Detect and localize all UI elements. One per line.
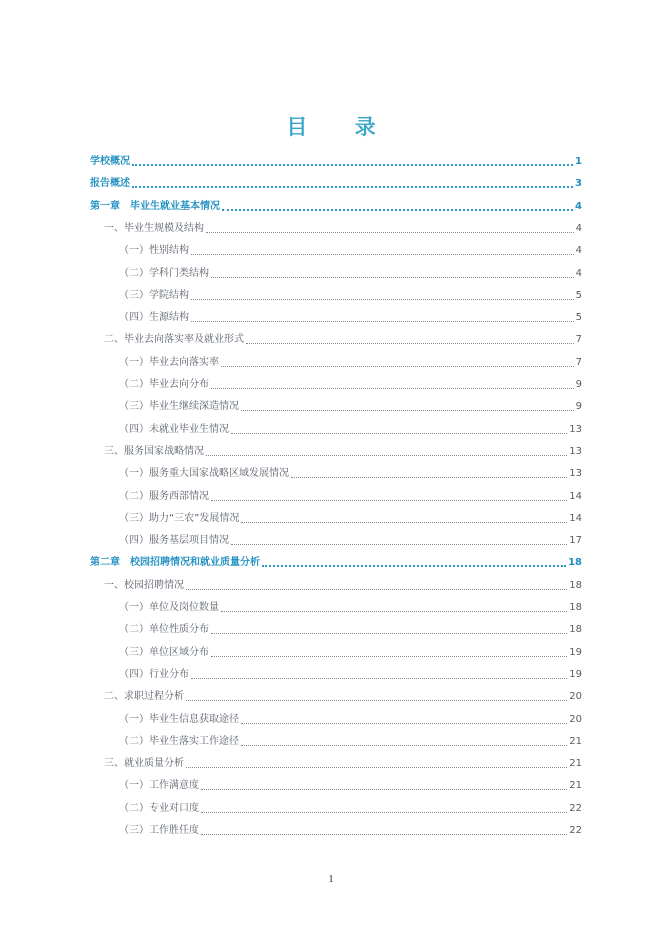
page-number: 1 <box>328 873 334 885</box>
toc-entry[interactable] <box>119 466 582 482</box>
dot-leader <box>241 744 567 746</box>
dot-leader <box>211 632 567 634</box>
toc-entry-page: 18 <box>569 602 582 613</box>
dot-leader <box>191 253 574 255</box>
toc-entry-page: 19 <box>569 668 582 680</box>
toc-entry[interactable] <box>119 600 582 616</box>
toc-entry-page: 20 <box>569 691 582 703</box>
dot-leader <box>211 276 574 278</box>
dot-leader <box>221 365 574 367</box>
toc-entry-label: （三）学院结构 <box>119 289 189 301</box>
dot-leader <box>241 409 574 411</box>
toc-entry-page: 18 <box>569 624 582 636</box>
dot-leader <box>191 298 574 300</box>
toc-entry-label: 一、毕业生规模及结构 <box>104 222 204 234</box>
toc-entry[interactable] <box>90 555 582 571</box>
dot-leader <box>291 476 567 478</box>
toc-entry[interactable] <box>119 399 582 415</box>
toc-entry-label: （一）毕业去向落实率 <box>119 356 219 368</box>
dot-leader <box>262 564 566 567</box>
toc-entry-page: 13 <box>569 468 582 480</box>
dot-leader <box>132 185 573 188</box>
dot-leader <box>201 811 567 813</box>
toc-entry-label: （二）学科门类结构 <box>119 267 209 279</box>
toc-entry-label: 一、校园招聘情况 <box>104 579 184 591</box>
toc-entry-page: 3 <box>575 178 582 190</box>
toc-entry[interactable] <box>119 778 582 794</box>
toc-entry-label: 第一章 毕业生就业基本情况 <box>90 200 220 212</box>
toc-entry-label: （三）单位区域分布 <box>119 646 209 658</box>
toc-entry-page: 18 <box>569 579 582 591</box>
dot-leader <box>211 499 567 501</box>
toc-entry-label: （四）生源结构 <box>119 312 189 324</box>
toc-entry-page: 14 <box>569 490 582 502</box>
toc-entry-page: 5 <box>575 312 582 324</box>
dot-leader <box>211 387 574 389</box>
toc-entry-label: 报告概述 <box>90 178 130 190</box>
toc-entry[interactable] <box>104 332 582 348</box>
dot-leader <box>221 610 567 612</box>
toc-entry[interactable] <box>104 578 582 594</box>
toc-entry-page: 21 <box>569 758 582 770</box>
toc-entry-page: 9 <box>575 379 582 390</box>
toc-entry[interactable] <box>119 667 582 683</box>
toc-entry-label: （一）服务重大国家战略区域发展情况 <box>119 468 289 480</box>
dot-leader <box>186 699 567 701</box>
toc-entry-label: （三）毕业生继续深造情况 <box>119 401 239 413</box>
toc-entry[interactable] <box>104 756 582 772</box>
toc-entry-page: 5 <box>575 289 582 301</box>
dot-leader <box>132 163 573 166</box>
toc-entry-label: 学校概况 <box>90 156 130 167</box>
dot-leader <box>241 521 567 523</box>
toc-entry[interactable] <box>104 221 582 237</box>
dot-leader <box>246 342 574 344</box>
toc-entry[interactable] <box>90 199 582 215</box>
toc-entry-label: 三、服务国家战略情况 <box>104 445 204 457</box>
toc-entry-page: 7 <box>575 356 582 368</box>
toc-entry[interactable] <box>119 511 582 527</box>
dot-leader <box>201 788 567 790</box>
toc-entry-label: （四）行业分布 <box>119 668 189 680</box>
toc-entry-page: 9 <box>575 401 582 413</box>
toc-entry-label: （二）专业对口度 <box>119 802 199 814</box>
toc-entry-label: （一）工作满意度 <box>119 780 199 792</box>
toc-entry-label: （一）性别结构 <box>119 245 189 257</box>
dot-leader <box>231 432 567 434</box>
toc-entry-page: 22 <box>569 802 582 814</box>
toc-entry-page: 17 <box>569 535 582 547</box>
toc-entry-label: 三、就业质量分析 <box>104 758 184 770</box>
dot-leader <box>211 655 567 657</box>
dot-leader <box>191 320 574 322</box>
toc-entry-page: 21 <box>569 735 582 747</box>
toc-entry-page: 19 <box>569 646 582 658</box>
dot-leader <box>206 454 567 456</box>
toc-entry-page: 7 <box>575 334 582 346</box>
toc-entry-page: 20 <box>569 713 582 725</box>
toc-entry-label: （三）助力“三农”发展情况 <box>119 512 240 524</box>
toc-entry-label: （三）工作胜任度 <box>119 825 199 836</box>
toc-entry-label: （二）服务西部情况 <box>119 490 209 502</box>
toc-entry-page: 13 <box>569 445 582 457</box>
toc-entry-label: （四）未就业毕业生情况 <box>119 423 229 435</box>
toc-entry[interactable] <box>119 288 582 304</box>
toc-entry-page: 4 <box>575 200 582 212</box>
toc-entry[interactable] <box>119 823 582 839</box>
toc-entry-page: 4 <box>575 222 582 234</box>
toc-entry-label: （一）单位及岗位数量 <box>119 602 219 613</box>
toc-entry[interactable] <box>90 154 582 170</box>
toc-entry-page: 21 <box>569 780 582 792</box>
toc-entry-label: （二）单位性质分布 <box>119 624 209 636</box>
toc-entry[interactable] <box>104 444 582 460</box>
toc-entry[interactable] <box>119 266 582 282</box>
toc-entry-label: （一）毕业生信息获取途径 <box>119 713 239 725</box>
dot-leader <box>206 231 574 233</box>
toc-entry-page: 1 <box>575 156 582 167</box>
toc-entry-label: （二）毕业去向分布 <box>119 379 209 390</box>
toc-entry[interactable] <box>119 734 582 750</box>
dot-leader <box>186 588 567 590</box>
toc-entry-page: 14 <box>569 512 582 524</box>
toc-entry[interactable] <box>90 176 582 192</box>
toc-entry[interactable] <box>119 310 582 326</box>
dot-leader <box>222 208 573 211</box>
toc-entry-page: 4 <box>575 267 582 279</box>
toc-entry-label: 二、求职过程分析 <box>104 691 184 703</box>
toc-title: 目 录 <box>286 115 396 139</box>
dot-leader <box>201 833 567 835</box>
toc-entry[interactable] <box>119 489 582 505</box>
dot-leader <box>231 543 567 545</box>
toc-entry[interactable] <box>119 801 582 817</box>
toc-entry-page: 13 <box>569 423 582 435</box>
toc-entry[interactable] <box>119 377 582 393</box>
toc-entry[interactable] <box>104 689 582 705</box>
toc-entry[interactable] <box>119 243 582 259</box>
dot-leader <box>241 722 567 724</box>
toc-entry-page: 22 <box>569 825 582 836</box>
toc-entry-label: 二、毕业去向落实率及就业形式 <box>104 334 244 346</box>
dot-leader <box>191 677 567 679</box>
toc-entry-label: （四）服务基层项目情况 <box>119 535 229 547</box>
toc-entry[interactable] <box>119 422 582 438</box>
toc-entry[interactable] <box>119 533 582 549</box>
toc-entry[interactable] <box>119 622 582 638</box>
toc-entry[interactable] <box>119 712 582 728</box>
dot-leader <box>186 766 567 768</box>
toc-entry[interactable] <box>119 645 582 661</box>
toc-entry[interactable] <box>119 355 582 371</box>
toc-entry-label: （二）毕业生落实工作途径 <box>119 735 239 747</box>
toc-entry-page: 4 <box>575 245 582 257</box>
toc-entry-label: 第二章 校园招聘情况和就业质量分析 <box>90 557 260 569</box>
toc-entry-page: 18 <box>568 557 582 569</box>
